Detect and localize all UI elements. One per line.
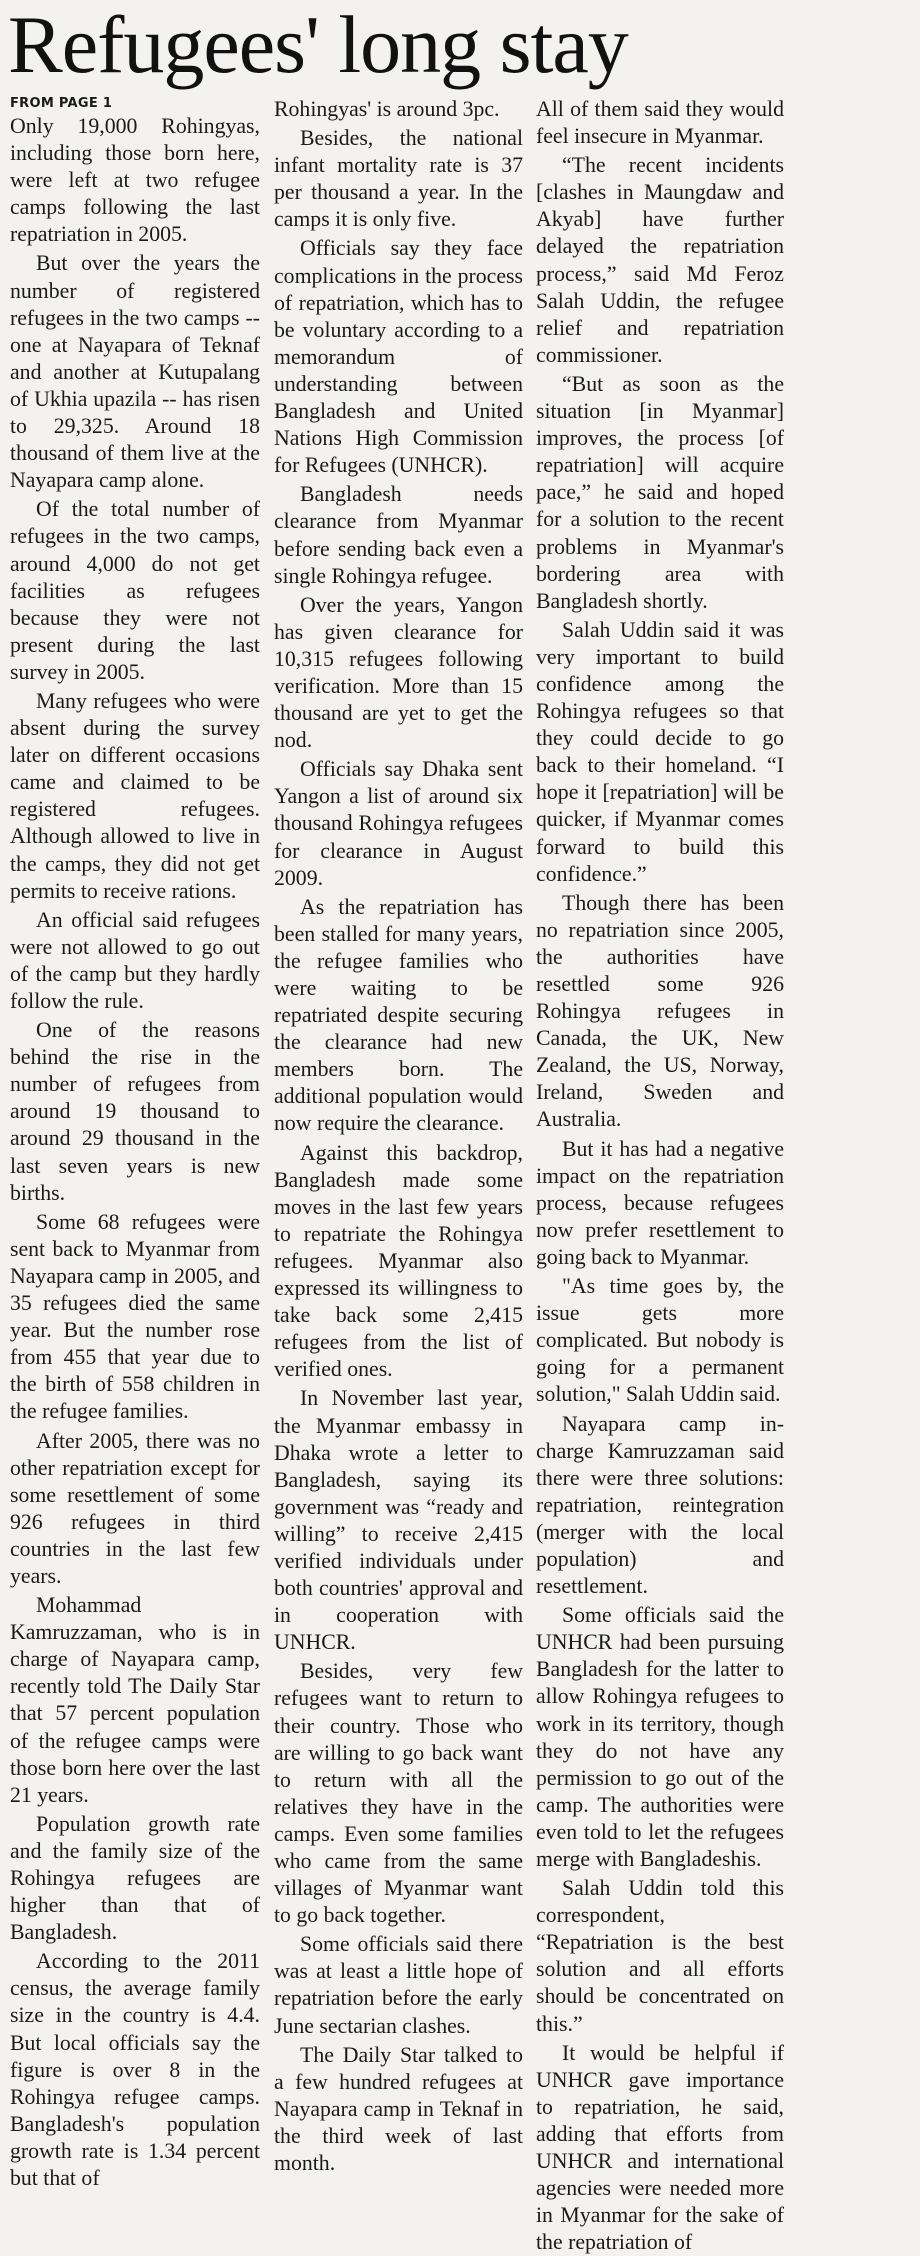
paragraph: Over the years, Yangon has given clearance for 10,315 refugees following verification. More than 15 thousand are yet to get the nod. — [274, 592, 523, 753]
paragraph: Some 68 refugees were sent back to Myanmar from Nayapara camp in 2005, and 35 refugees died the same year. But the number rose from 455 that year due to the birth of 558 children in the refugee families. — [10, 1209, 260, 1424]
paragraph: Only 19,000 Rohingyas, including those born here, were left at two refugee camps following the last repatriation in 2005. — [10, 114, 260, 247]
paragraph: Salah Uddin told this correspondent, “Repatriation is the best solution and all efforts should be concentrated on this.” — [536, 1876, 784, 2036]
paragraph: Salah Uddin said it was very important to build confidence among the Rohingya refugees so that they could decide to go back to their homeland. “I hope it [repatriation] will be quicker, if Myanmar comes forward to build this confidence.” — [536, 617, 784, 886]
paragraph: Many refugees who were absent during the survey later on different occasions came and claimed to be registered refugees. Although allowed to live in the camps, they did not get permits to receive rations. — [10, 688, 260, 903]
paragraph: In November last year, the Myanmar embassy in Dhaka wrote a letter to Bangladesh, saying its government was “ready and willing” to receive 2,415 verified individuals under both countries' approval and in cooperation with UNHCR. — [274, 1386, 523, 1655]
paragraph: One of the reasons behind the rise in the number of refugees from around 19 thousand to around 29 thousand in the last seven years is new births. — [10, 1018, 260, 1205]
paragraph: Some officials said there was at least a little hope of repatriation before the early June sectarian clashes. — [274, 1932, 523, 2038]
kicker: FROM PAGE 1 — [10, 96, 113, 111]
column-2 — [274, 96, 523, 2176]
paragraph: Against this backdrop, Bangladesh made some moves in the last few years to repatriate the Rohingya refugees. Myanmar also expressed its willingness to take back some 2,415 refugees from the list of verified ones. — [274, 1140, 523, 1382]
paragraph: “The recent incidents [clashes in Maungdaw and Akyab] have further delayed the repatriation process,” said Md Feroz Salah Uddin, the refugee relief and repatriation commissioner. — [536, 153, 784, 367]
paragraph: Besides, the national infant mortality rate is 37 per thousand a year. In the camps it is only five. — [274, 126, 523, 232]
paragraph: An official said refugees were not allowed to go out of the camp but they hardly follow the rule. — [10, 907, 260, 1013]
paragraph: Though there has been no repatriation since 2005, the authorities have resettled some 926 Rohingya refugees in Canada, the UK, New Zealand, the US, Norway, Ireland, Sweden and Australia. — [536, 890, 784, 1132]
column-3 — [536, 96, 784, 2255]
paragraph: According to the 2011 census, the average family size in the country is 4.4. But local officials say the figure is over 8 in the Rohingya refugee camps. Bangladesh's population growth rate is 1.34 percent but that of — [10, 1949, 260, 2191]
paragraph: But over the years the number of registered refugees in the two camps -- one at Nayapara of Teknaf and another at Kutupalang of Ukhia upazila -- has risen to 29,325. Around 18 thousand of them live at the Nayapara camp alone. — [10, 251, 260, 493]
paragraph: Officials say they face complications in the process of repatriation, which has to be voluntary according to a memorandum of understanding between Bangladesh and United Nations High Commission for Refugees (UNHCR). — [274, 236, 523, 478]
paragraph: Population growth rate and the family size of the Rohingya refugees are higher than that of Bangladesh. — [10, 1811, 260, 1945]
headline: Refugees' long stay — [8, 0, 628, 90]
paragraph: But it has had a negative impact on the repatriation process, because refugees now prefer resettlement to going back to Myanmar. — [536, 1136, 784, 1269]
paragraph: "As time goes by, the issue gets more complicated. But nobody is going for a permanent solution," Salah Uddin said. — [536, 1274, 784, 1407]
paragraph: It would be helpful if UNHCR gave importance to repatriation, he said, adding that efforts from UNHCR and international agencies were needed more in Myanmar for the sake of the repatriation of — [536, 2040, 784, 2255]
paragraph: Some officials said the UNHCR had been pursuing Bangladesh for the latter to allow Rohingya refugees to work in its territory, though they do not have any permission to go out of the camp. The authorities were even told to let the refugees merge with Bangladeshis. — [536, 1603, 784, 1871]
paragraph: Besides, very few refugees want to return to their country. Those who are willing to go back want to return with all the relatives they have in the camps. Even some families who came from the same villages of Myanmar want to go back together. — [274, 1659, 523, 1928]
paragraph: As the repatriation has been stalled for many years, the refugee families who were waiting to be repatriated despite securing the clearance had new members born. The additional population would now require the clearance. — [274, 894, 523, 1136]
paragraph: Rohingyas' is around 3pc. — [274, 97, 500, 121]
paragraph: Officials say Dhaka sent Yangon a list of around six thousand Rohingya refugees for clearance in August 2009. — [274, 757, 523, 890]
paragraph: Of the total number of refugees in the two camps, around 4,000 do not get facilities as refugees because they were not present during the last survey in 2005. — [10, 497, 260, 684]
paragraph: Nayapara camp in-charge Kamruzzaman said there were three solutions: repatriation, reintegration (merger with the local population) and resettlement. — [536, 1411, 784, 1599]
paragraph: The Daily Star talked to a few hundred refugees at Nayapara camp in Teknaf in the third week of last month. — [274, 2042, 523, 2176]
paragraph: Bangladesh needs clearance from Myanmar before sending back even a single Rohingya refugee. — [274, 482, 523, 588]
paragraph: “But as soon as the situation [in Myanmar] improves, the process [of repatriation] will acquire pace,” he said and hoped for a solution to the recent problems in Myanmar's bordering area with Bangladesh shortly. — [536, 371, 784, 613]
paragraph: All of them said they would feel insecure in Myanmar. — [536, 97, 784, 149]
paragraph: After 2005, there was no other repatriation except for some resettlement of some 926 refugees in third countries in the last few years. — [10, 1428, 260, 1588]
paragraph: Mohammad Kamruzzaman, who is in charge of Nayapara camp, recently told The Daily Star that 57 percent population of the refugee camps were those born here over the last 21 years. — [10, 1593, 260, 1807]
column-1 — [10, 96, 260, 2191]
